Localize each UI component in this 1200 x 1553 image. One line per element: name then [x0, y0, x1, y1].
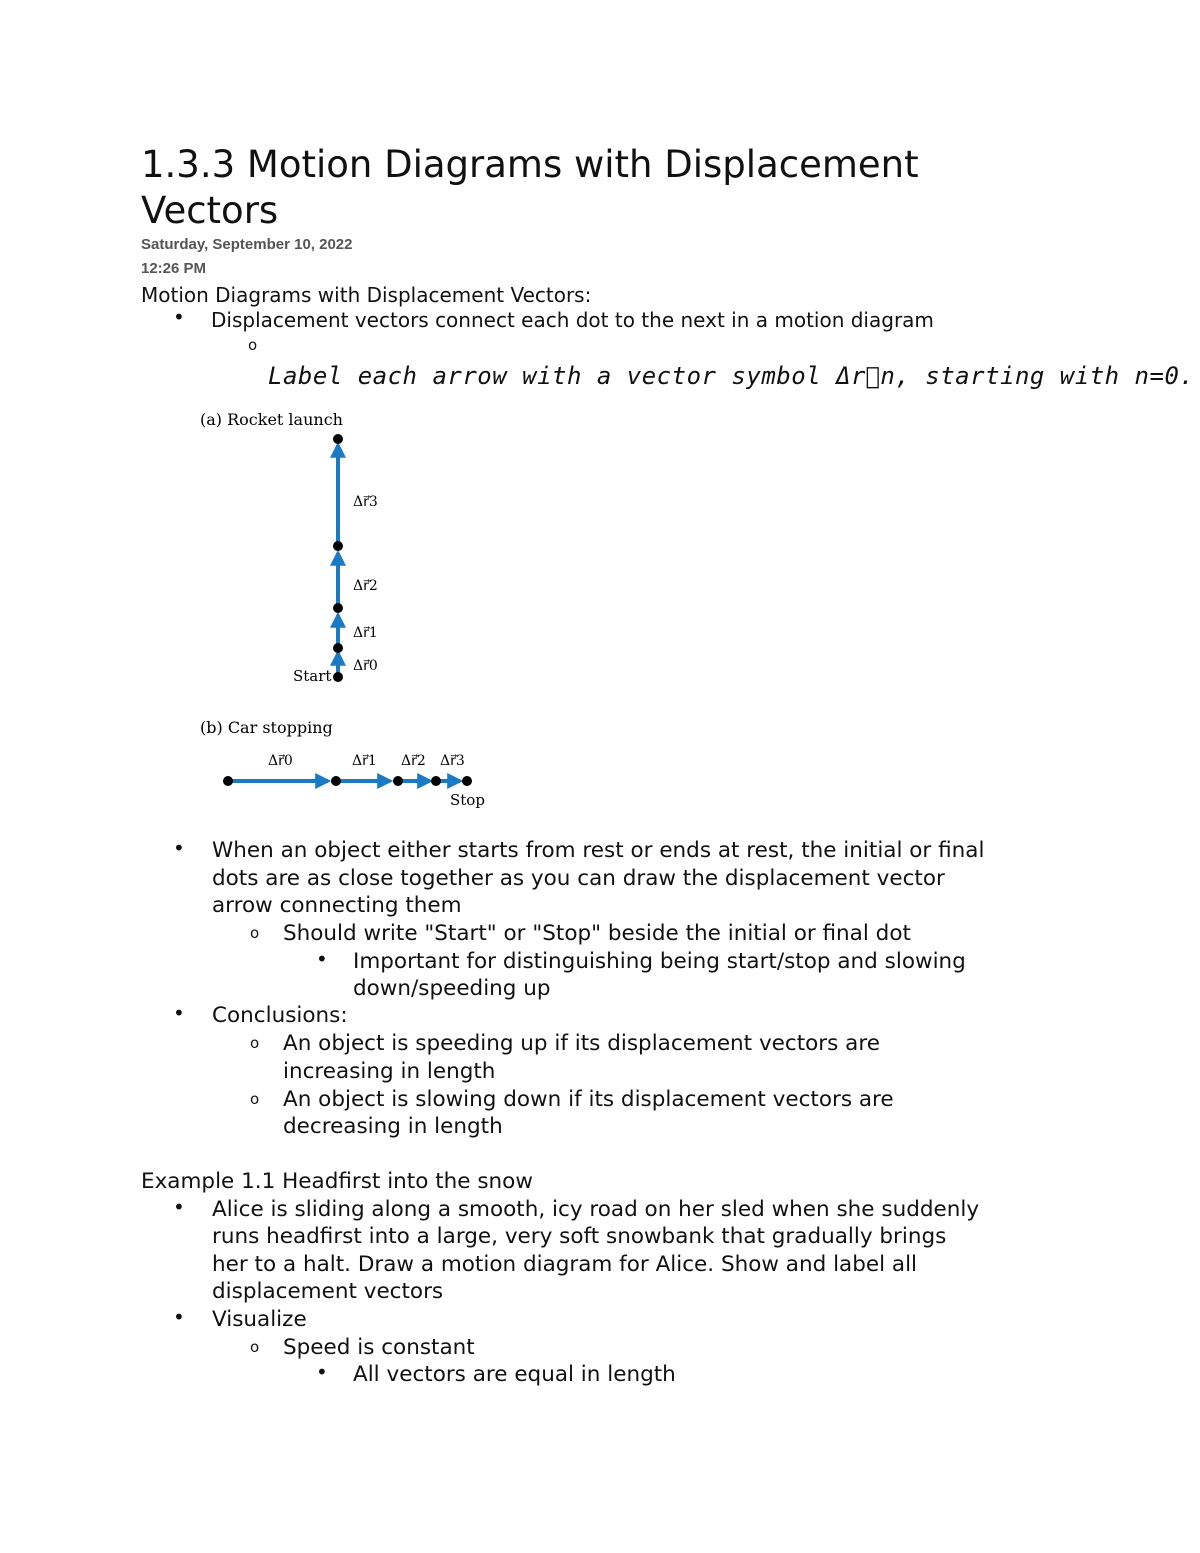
- car-label-2: Δr⃗2: [401, 753, 426, 769]
- bullet-text: arrow connecting them: [212, 893, 462, 918]
- subsub-bullet-text: Important for distinguishing being start/stop and slowing: [353, 949, 966, 974]
- rocket-label-3: Δr⃗3: [353, 494, 378, 510]
- bullet-icon: •: [316, 1360, 328, 1384]
- car-dot-4: [462, 776, 472, 786]
- rocket-dot-0: [333, 672, 343, 682]
- car-label-0: Δr⃗0: [268, 753, 293, 769]
- rocket-label-1: Δr⃗1: [353, 625, 378, 641]
- circle-bullet-icon: o: [250, 924, 260, 942]
- conclusions-label: Conclusions:: [212, 1003, 348, 1028]
- car-stop-label: Stop: [450, 791, 485, 809]
- example-text: runs headfirst into a large, very soft snowbank that gradually brings: [212, 1224, 947, 1249]
- example-text: Alice is sliding along a smooth, icy road on her sled when she suddenly: [212, 1197, 980, 1222]
- car-dot-2: [393, 776, 403, 786]
- speed-constant: Speed is constant: [283, 1335, 475, 1360]
- bullet-icon: •: [173, 1001, 185, 1025]
- visualize-label: Visualize: [212, 1307, 307, 1332]
- handwritten-note: Label each arrow with a vector symbol Δr⃗n, starting with n=0.: [268, 362, 1195, 390]
- car-dot-0: [223, 776, 233, 786]
- conclusion-2: decreasing in length: [283, 1114, 503, 1139]
- rocket-start-label: Start: [293, 667, 332, 685]
- equal-length: All vectors are equal in length: [353, 1362, 676, 1387]
- page-title: 1.3.3 Motion Diagrams with Displacement Vectors: [141, 143, 919, 232]
- example-text: her to a halt. Draw a motion diagram for Alice. Show and label all: [212, 1252, 918, 1277]
- example-text: displacement vectors: [212, 1279, 444, 1304]
- example-title: Example 1.1 Headfirst into the snow: [141, 1169, 533, 1194]
- rocket-dot-1: [333, 643, 343, 653]
- bullet-text: Displacement vectors connect each dot to the next in a motion diagram: [211, 308, 934, 332]
- car-label-1: Δr⃗1: [352, 753, 377, 769]
- rocket-dot-3: [333, 541, 343, 551]
- conclusion-2: An object is slowing down if its displacement vectors are: [283, 1087, 894, 1112]
- note-date: Saturday, September 10, 2022: [141, 236, 353, 253]
- bullet-icon: •: [316, 947, 328, 971]
- motion-diagram-figure: [190, 405, 500, 815]
- rocket-label-0: Δr⃗0: [353, 658, 378, 674]
- circle-bullet-icon: o: [250, 1338, 260, 1356]
- bullet-icon: •: [173, 1195, 185, 1219]
- bullet-text: When an object either starts from rest or ends at rest, the initial or final: [212, 838, 985, 863]
- rocket-caption: (a) Rocket launch: [200, 410, 343, 429]
- car-dot-3: [431, 776, 441, 786]
- section-heading: Motion Diagrams with Displacement Vectors:: [141, 283, 592, 307]
- bullet-text: dots are as close together as you can draw the displacement vector: [212, 866, 945, 891]
- rocket-dot-2: [333, 603, 343, 613]
- car-label-3: Δr⃗3: [440, 753, 465, 769]
- note-time: 12:26 PM: [141, 260, 207, 277]
- rocket-dot-4: [333, 434, 343, 444]
- conclusion-1: An object is speeding up if its displacement vectors are: [283, 1031, 880, 1056]
- circle-bullet-icon: o: [248, 336, 258, 354]
- circle-bullet-icon: o: [250, 1034, 260, 1052]
- car-caption: (b) Car stopping: [200, 718, 333, 737]
- rocket-label-2: Δr⃗2: [353, 578, 378, 594]
- sub-bullet-text: Should write "Start" or "Stop" beside the initial or final dot: [283, 921, 911, 946]
- conclusion-1: increasing in length: [283, 1059, 496, 1084]
- subsub-bullet-text: down/speeding up: [353, 976, 551, 1001]
- bullet-icon: •: [173, 1305, 185, 1329]
- car-dot-1: [331, 776, 341, 786]
- circle-bullet-icon: o: [250, 1090, 260, 1108]
- bullet-icon: •: [173, 836, 185, 860]
- bullet-icon: •: [173, 305, 185, 329]
